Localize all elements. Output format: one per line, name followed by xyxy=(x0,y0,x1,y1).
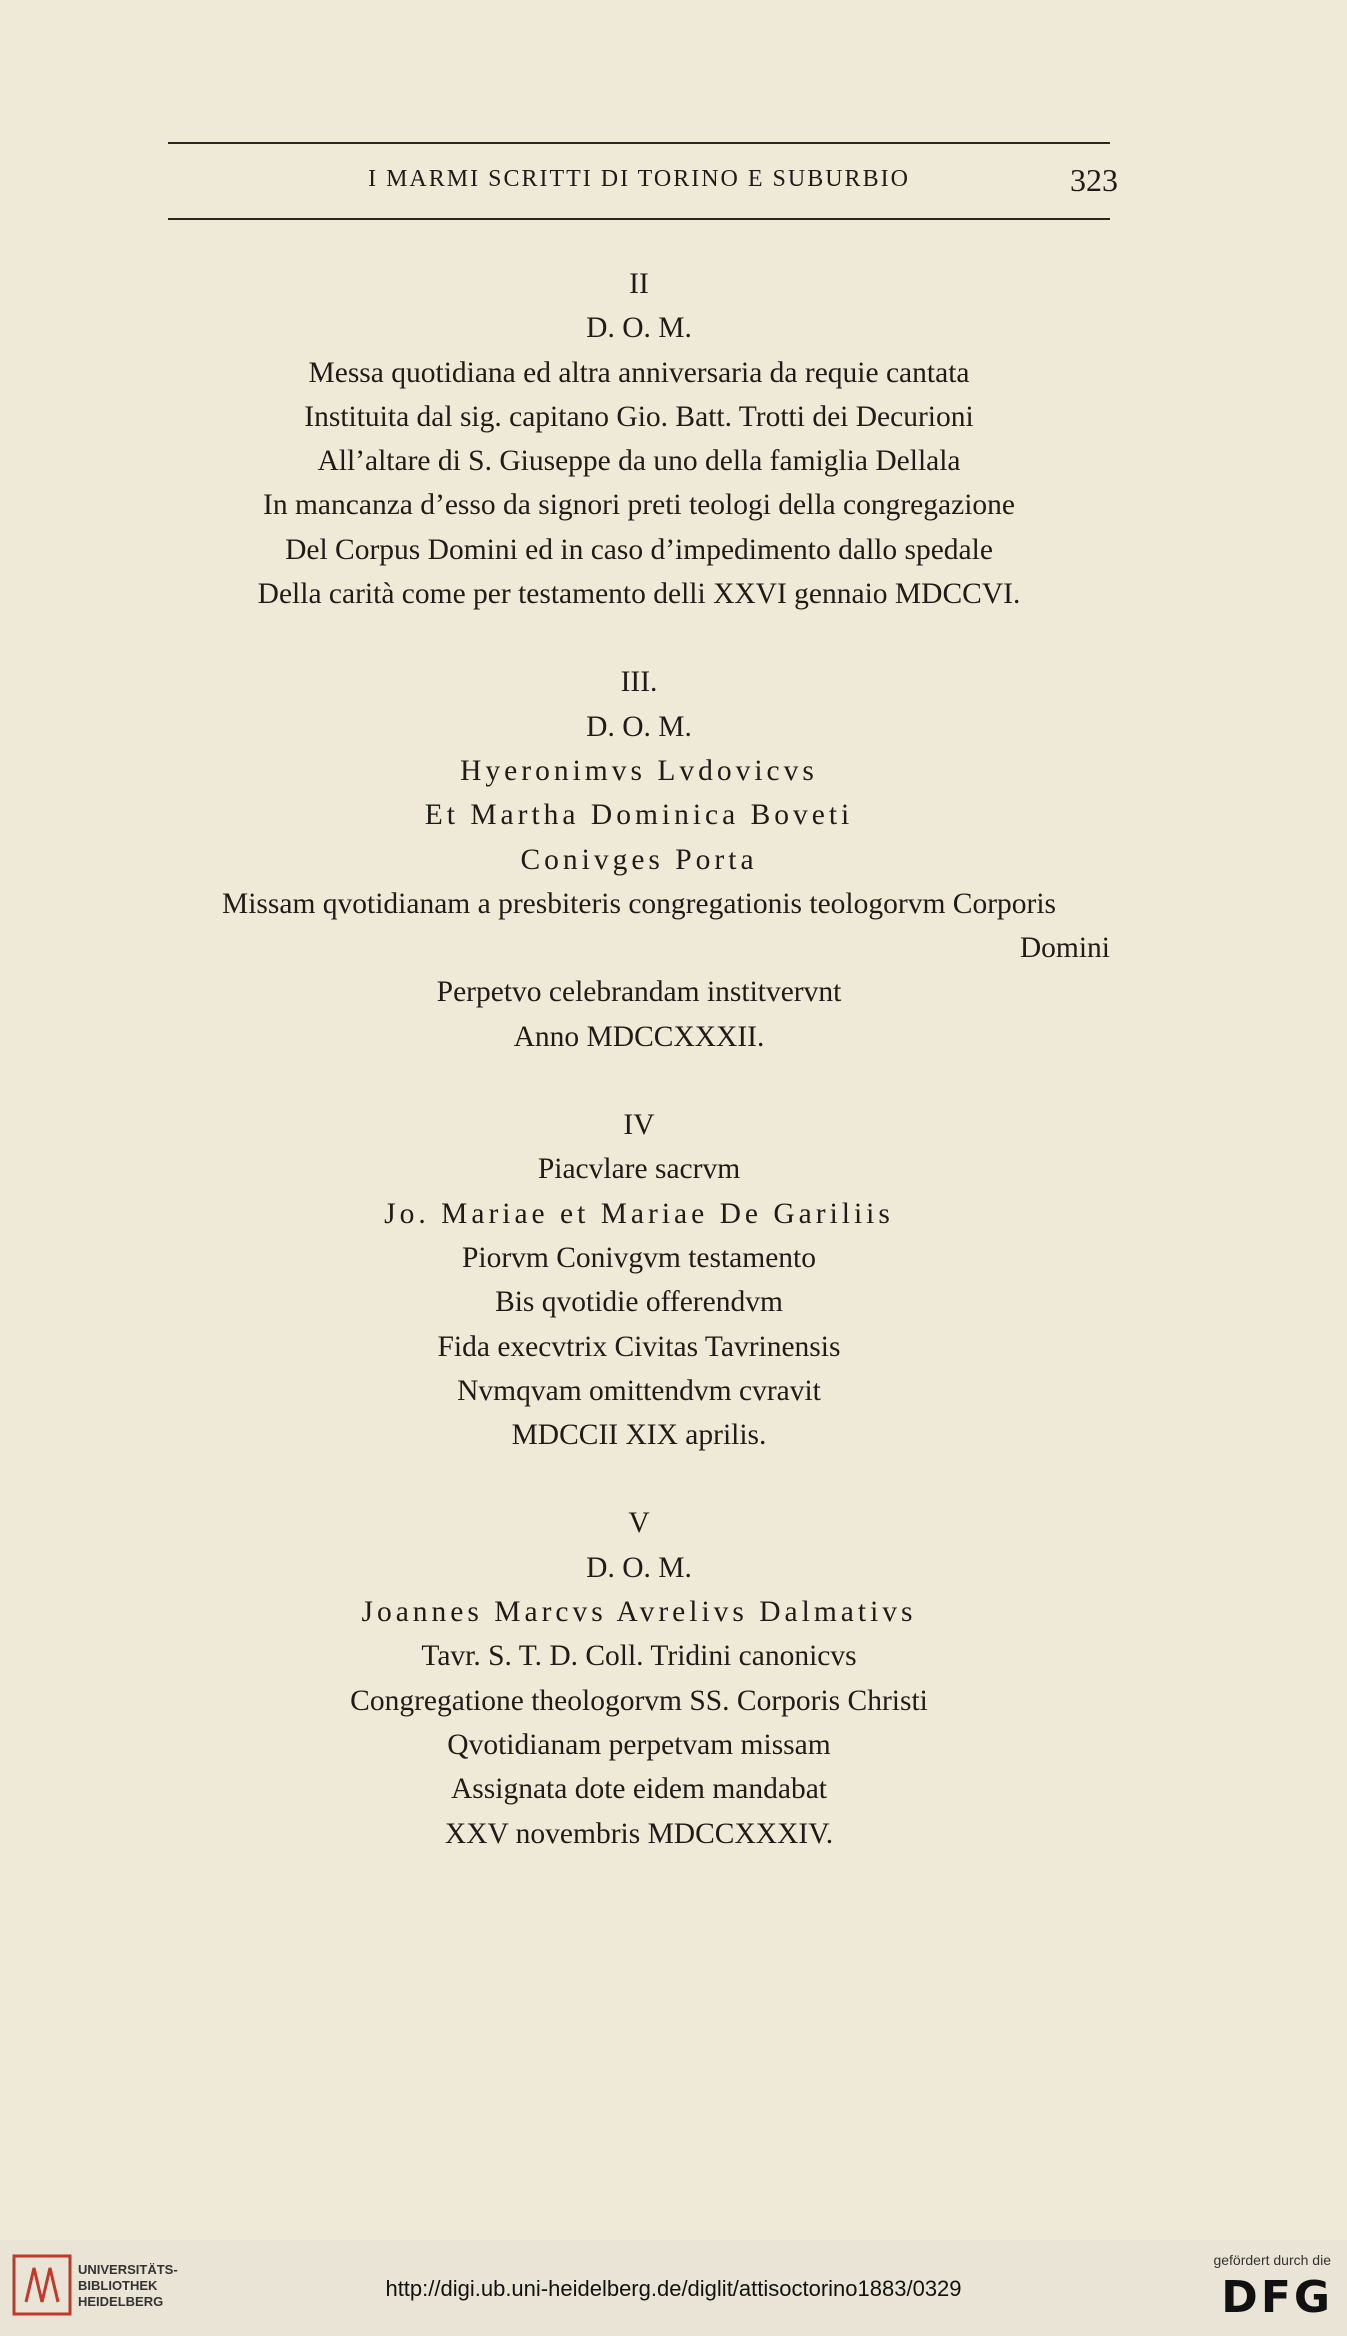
inscription-iv xyxy=(168,1103,1110,1457)
inscription-line: Et Martha Dominica Boveti xyxy=(424,799,854,832)
dfg-logo: DFG xyxy=(1221,2272,1333,2323)
permalink[interactable]: http://digi.ub.uni-heidelberg.de/diglit/attisoctorino1883/0329 xyxy=(385,2276,962,2301)
inscription-v xyxy=(168,1501,1110,1855)
inscription-line: Tavr. S. T. D. Coll. Tridini canonicvs xyxy=(421,1640,857,1673)
inscription-line: D. O. M. xyxy=(586,710,692,743)
inscription-line: Perpetvo celebrandam institvervnt xyxy=(436,976,842,1009)
inscription-ii xyxy=(168,262,1110,616)
funder-label: gefördert durch die xyxy=(1213,2252,1331,2268)
inscription-line: Assignata dote eidem mandabat xyxy=(450,1773,827,1806)
inscription-line: All’altare di S. Giuseppe da uno della famiglia Dellala xyxy=(317,445,961,478)
inscription-iii xyxy=(168,660,1110,1059)
inscription-line: Congregatione theologorvm SS. Corporis Christi xyxy=(350,1684,928,1717)
page-number: 323 xyxy=(1070,162,1118,198)
inscription-line: Qvotidianam perpetvam missam xyxy=(447,1728,831,1761)
inscription-number: III. xyxy=(620,666,658,699)
inscription-line: Instituita dal sig. capitano Gio. Batt. Trotti dei Decurioni xyxy=(304,400,974,433)
inscription-line: Messa quotidiana ed altra anniversaria da requie cantata xyxy=(308,356,970,389)
header-rule-bottom xyxy=(168,218,1110,220)
running-title: I MARMI SCRITTI DI TORINO E SUBURBIO xyxy=(368,166,910,192)
inscription-line: Piorvm Conivgvm testamento xyxy=(462,1241,816,1274)
library-name-line: UNIVERSITÄTS- xyxy=(78,2262,178,2277)
running-head xyxy=(168,162,1118,202)
header-rule-top xyxy=(168,142,1110,144)
inscription-line: Nvmqvam omittendvm cvravit xyxy=(457,1374,821,1407)
inscription-line: Fida execvtrix Civitas Tavrinensis xyxy=(437,1330,841,1363)
inscription-line: D. O. M. xyxy=(586,312,692,345)
inscription-line: Jo. Mariae et Mariae De Gariliis xyxy=(384,1197,894,1230)
inscription-line: Conivges Porta xyxy=(520,843,758,876)
inscription-line: D. O. M. xyxy=(586,1551,692,1584)
inscription-line: Anno MDCCXXXII. xyxy=(513,1020,765,1053)
viewer-footer xyxy=(0,2240,1347,2336)
inscription-number: IV xyxy=(623,1109,655,1142)
inscription-line: Piacvlare sacrvm xyxy=(537,1153,741,1186)
library-name-line: BIBLIOTHEK xyxy=(78,2278,158,2293)
inscription-line: Bis qvotidie offerendvm xyxy=(495,1286,783,1319)
inscription-line: Del Corpus Domini ed in caso d’impedimento dallo spedale xyxy=(285,533,993,566)
inscription-line: In mancanza d’esso da signori preti teologi della congregazione xyxy=(263,489,1015,522)
inscription-line-continued: Domini xyxy=(1019,932,1110,965)
inscription-line: Missam qvotidianam a presbiteris congregationis teologorvm Corporis xyxy=(221,887,1057,920)
inscription-line: XXV novembris MDCCXXXIV. xyxy=(444,1817,834,1850)
library-name-line: HEIDELBERG xyxy=(78,2294,164,2309)
inscription-line: Hyeronimvs Lvdovicvs xyxy=(460,754,818,787)
inscription-line: Della carità come per testamento delli XXVI gennaio MDCCVI. xyxy=(257,578,1021,611)
inscription-number: V xyxy=(628,1507,650,1540)
inscription-line: MDCCII XIX aprilis. xyxy=(511,1419,767,1452)
inscription-line: Joannes Marcvs Avrelivs Dalmativs xyxy=(361,1596,917,1629)
inscriptions-body xyxy=(168,262,1110,1900)
inscription-number: II xyxy=(629,268,649,300)
